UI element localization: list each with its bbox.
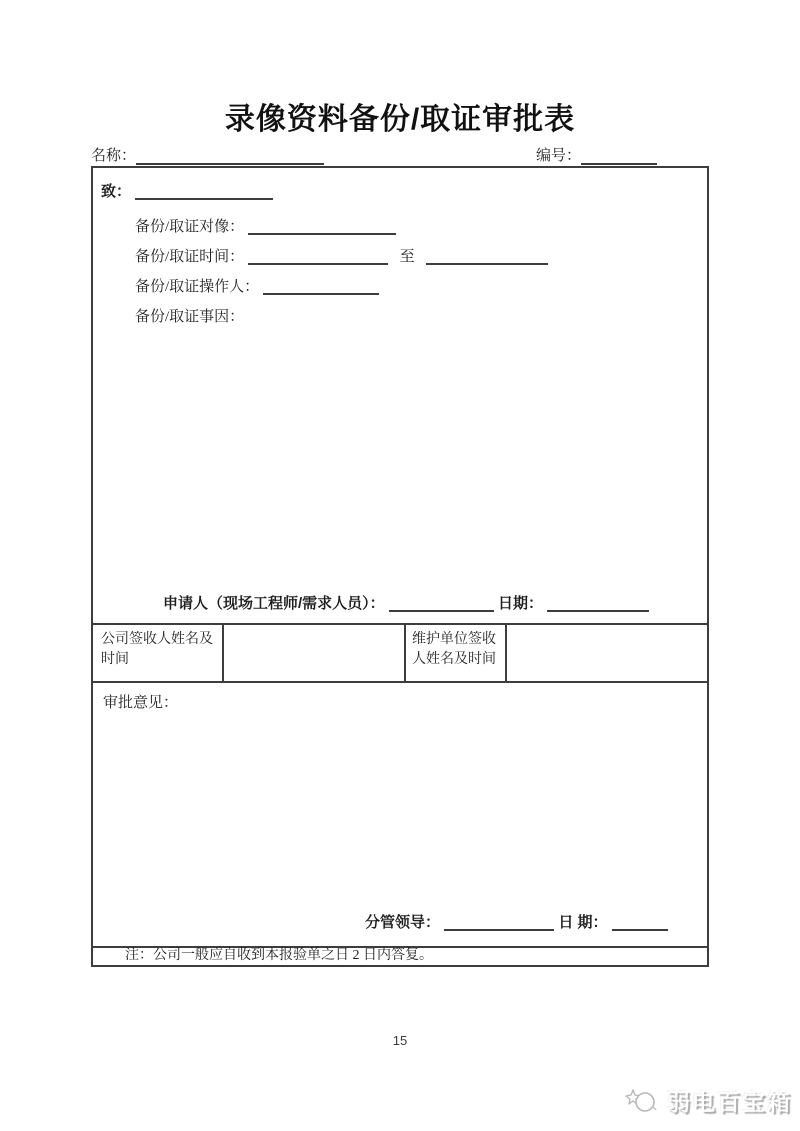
- leader-date-blank-line: [612, 914, 668, 931]
- sign-table-row: [93, 623, 707, 683]
- leader-label: 分管领导：: [365, 914, 441, 931]
- time-to-label: 至: [399, 249, 415, 265]
- page-number: 15: [392, 1033, 408, 1048]
- reason-label: 备份/取证事因：: [135, 309, 245, 325]
- time-from-blank-line: [248, 248, 388, 265]
- request-section: [93, 168, 707, 623]
- sparkle-cloud-icon: [625, 1087, 661, 1115]
- page-title: 录像资料备份/取证审批表: [224, 103, 576, 136]
- code-label: 编号：: [535, 148, 581, 164]
- operator-row: [135, 278, 379, 296]
- time-label: 备份/取证时间：: [135, 249, 245, 265]
- code-blank-line: [581, 148, 657, 165]
- note-row: 注：公司一般应自收到本报验单之日 2 日内答复。: [93, 946, 707, 965]
- header-row: [91, 143, 709, 165]
- applicant-label: 申请人（现场工程师/需求人员）：: [163, 595, 385, 612]
- company-sign-label-cell: 公司签收人姓名及时间: [93, 625, 224, 681]
- time-row: [135, 248, 548, 266]
- object-row: [135, 218, 396, 236]
- reason-row: [135, 308, 244, 326]
- leader-date-label: 日 期：: [558, 914, 608, 931]
- object-label: 备份/取证对像：: [135, 219, 245, 235]
- to-line: [101, 180, 273, 201]
- applicant-line: [163, 592, 649, 613]
- name-blank-line: [136, 148, 324, 165]
- applicant-blank-line: [389, 595, 494, 612]
- applicant-date-label: 日期：: [498, 595, 544, 612]
- to-label: 致：: [101, 183, 132, 200]
- name-label: 名称：: [91, 148, 137, 164]
- time-to-blank-line: [426, 248, 548, 265]
- to-blank-line: [135, 183, 273, 200]
- leader-blank-line: [444, 914, 554, 931]
- brand-name: 弱电百宝箱: [667, 1089, 792, 1115]
- form-box: [91, 166, 709, 967]
- approval-section: [93, 683, 707, 946]
- object-blank-line: [248, 218, 396, 235]
- operator-blank-line: [263, 278, 379, 295]
- opinion-label: 审批意见：: [103, 695, 179, 711]
- brand-watermark: [625, 1084, 792, 1117]
- operator-label: 备份/取证操作人：: [135, 279, 260, 295]
- applicant-date-blank-line: [547, 595, 649, 612]
- company-sign-value-cell: [224, 625, 406, 681]
- maintenance-sign-label-cell: 维护单位签收人姓名及时间: [406, 625, 507, 681]
- leader-line: [365, 911, 668, 932]
- maintenance-sign-value-cell: [507, 625, 707, 681]
